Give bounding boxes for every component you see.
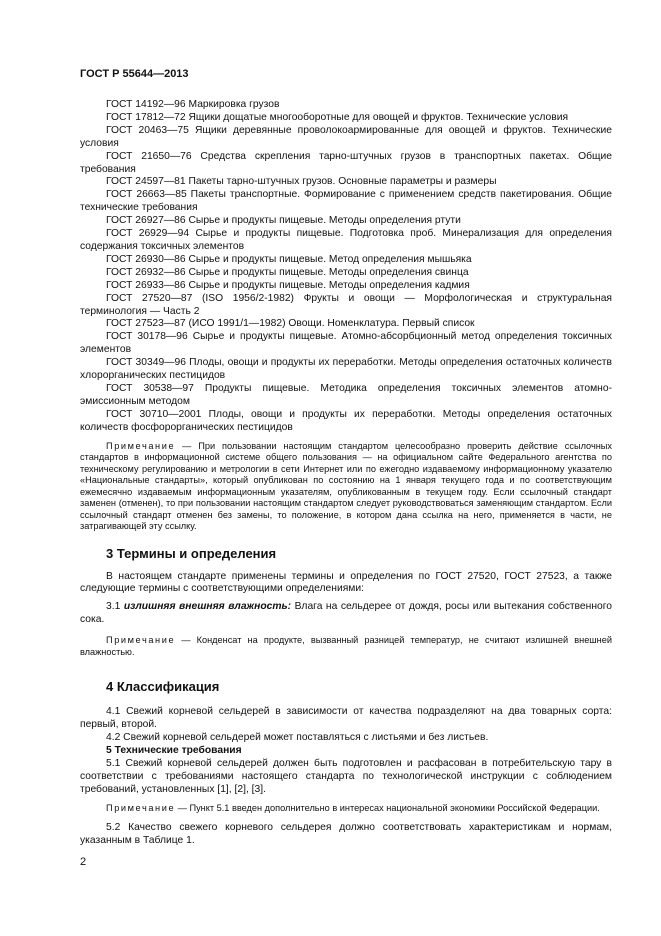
document-body <box>80 99 612 848</box>
note-label: Примечание <box>106 802 176 813</box>
reference-item: ГОСТ 30538—97 Продукты пищевые. Методика определения токсичных элементов атомно-эмиссионным методом <box>80 382 612 407</box>
normative-references-list <box>80 99 612 435</box>
reference-item: ГОСТ 26663—85 Пакеты транспортные. Формирование с применением средств пакетирования. Общие технические требования <box>80 189 612 214</box>
reference-item: ГОСТ 21650—76 Средства скрепления тарно-штучных грузов в транспортных пакетах. Общие требования <box>80 150 612 175</box>
note-label: Примечание <box>106 635 176 646</box>
reference-item: ГОСТ 27520—87 (ISO 1956/2-1982) Фрукты и овощи — Морфологическая и структуральная терминология — Часть 2 <box>80 292 612 317</box>
note-label: Примечание <box>106 440 176 451</box>
references-note <box>80 441 612 533</box>
reference-item: ГОСТ 30710—2001 Плоды, овощи и продукты их переработки. Методы определения остаточных количеств фосфорорганических пестицидов <box>80 408 612 433</box>
reference-item: ГОСТ 27523—87 (ИСО 1991/1—1982) Овощи. Номенклатура. Первый список <box>106 318 475 330</box>
term-name: излишняя внешняя влажность: <box>123 601 292 613</box>
document-header: ГОСТ Р 55644—2013 <box>80 68 189 80</box>
note-text: — Пункт 5.1 введен дополнительно в интересах национальной экономики Российской Федерации. <box>175 802 600 813</box>
reference-item: ГОСТ 26929—94 Сырье и продукты пищевые. Подготовка проб. Минерализация для определения содержания токсичных элементов <box>80 228 612 252</box>
reference-item: ГОСТ 17812—72 Ящики дощатые многооборотные для овощей и фруктов. Технические условия <box>106 111 569 123</box>
term-note <box>80 635 612 658</box>
section-3-intro: В настоящем стандарте применены термины и определения по ГОСТ 27520, ГОСТ 27523, а также следующие термины с соответствующими определениями: <box>80 570 612 595</box>
reference-item: ГОСТ 26932—86 Сырье и продукты пищевые. Методы определения свинца <box>106 266 469 278</box>
section-5-heading: 5 Технические требования <box>106 744 242 756</box>
reference-item: ГОСТ 26930—86 Сырье и продукты пищевые. Метод определения мышьяка <box>106 253 472 265</box>
term-number: 3.1 <box>106 601 124 613</box>
page-number: 2 <box>80 856 87 868</box>
term-definition <box>80 601 612 627</box>
section-4-heading: 4 Классификация <box>106 679 220 695</box>
clause-4-2: 4.2 Свежий корневой сельдерей может поставляться с листьями и без листьев. <box>106 732 489 743</box>
note-text: — При пользовании настоящим стандартом целесообразно проверить действие ссылочных стандартов в информационной системе общего пользования — на официальном сайте Федерального агентства по техническому регулированию и метрологии в сети Интернет или по ежегодно издаваемому информационному указателю «Национальные стандарты», который опубликован по состоянию на 1 января текущего года и по соответствующим ежемесячно издаваемым информационным указателям, опубликованным в текущем году. Если ссылочный стандарт заменен (отменен), то при пользовании настоящим стандартом следует руководствоваться заменяющим стандартом. Если ссылочный стандарт отменен без замены, то положение, в котором дана ссылка на него, применяется в части, не затрагивающей эту ссылку. <box>80 440 612 532</box>
reference-item: ГОСТ 26927—86 Сырье и продукты пищевые. Методы определения ртути <box>106 215 461 227</box>
section-3-heading: 3 Термины и определения <box>106 545 277 561</box>
reference-item: ГОСТ 20463—75 Ящики деревянные проволокоармированные для овощей и фруктов. Технические условия <box>80 124 612 149</box>
clause-4-1: 4.1 Свежий корневой сельдерей в зависимости от качества подразделяют на два товарных сорта: первый, второй. <box>80 706 612 731</box>
clause-5-1-note <box>80 803 612 815</box>
reference-item: ГОСТ 14192—96 Маркировка грузов <box>106 99 280 110</box>
reference-item: ГОСТ 26933—86 Сырье и продукты пищевые. Методы определения кадмия <box>106 279 470 291</box>
reference-item: ГОСТ 30178—96 Сырье и продукты пищевые. Атомно-абсорбционный метод определения токсичных элементов <box>80 331 612 356</box>
clause-5-2: 5.2 Качество свежего корневого сельдерея должно соответствовать характеристикам и нормам, указанным в Таблице 1. <box>80 822 612 846</box>
reference-item: ГОСТ 30349—96 Плоды, овощи и продукты их переработки. Методы определения остаточных количеств хлорорганических пестицидов <box>80 357 612 382</box>
note-text: — Конденсат на продукте, вызванный разницей температур, не считают излишней внешней влажностью. <box>80 635 612 657</box>
clause-5-1: 5.1 Свежий корневой сельдерей должен быть подготовлен и расфасован в потребительскую тару в соответствии с требованиями настоящего стандарта по технологической инструкции с соблюдением требований, установленных [1], [2], [3]. <box>80 757 612 795</box>
term-text: Влага на сельдерее от дождя, росы или вытекания собственного сока. <box>80 601 612 626</box>
reference-item: ГОСТ 24597—81 Пакеты тарно-штучных грузов. Основные параметры и размеры <box>106 176 497 188</box>
